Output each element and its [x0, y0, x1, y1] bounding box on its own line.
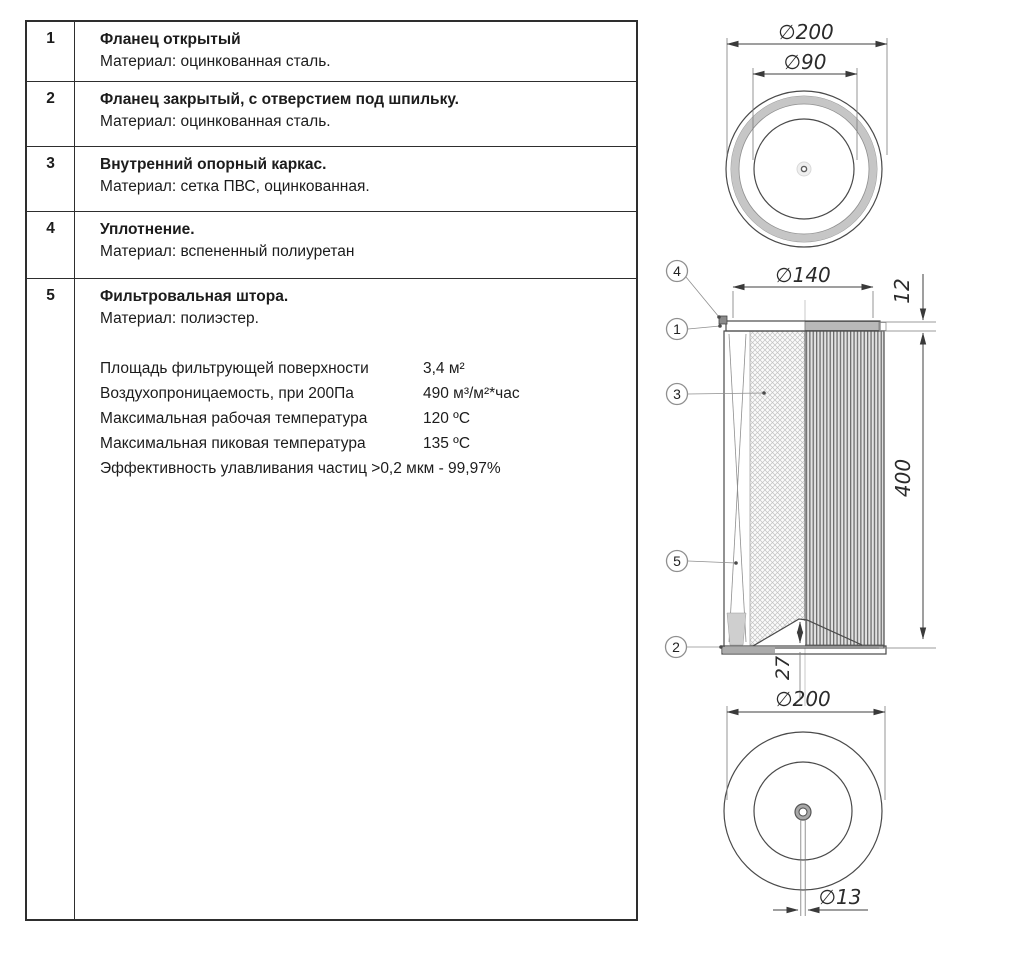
dim-label-height: 400	[891, 458, 915, 498]
top-flange	[719, 316, 886, 331]
dim-label-flange-height: 12	[890, 278, 914, 304]
dim-label-flange: ∅140	[775, 263, 831, 287]
part-material: Материал: полиэстер.	[100, 310, 259, 327]
dim-height	[879, 333, 936, 648]
side-view	[666, 261, 937, 707]
part-material: Материал: вспененный полиуретан	[100, 243, 355, 260]
bottom-view	[724, 687, 885, 916]
dim-label-bottom-outer: ∅200	[775, 687, 831, 711]
part-material: Материал: сетка ПВС, оцинкованная.	[100, 178, 370, 195]
dim-label-top-inner: ∅90	[783, 50, 827, 74]
svg-text:1: 1	[673, 321, 681, 337]
spec-value: 3,4 м²	[423, 360, 465, 377]
spec-value: 120 ºС	[423, 410, 471, 427]
spec-label: Максимальная рабочая температура	[100, 410, 368, 427]
dim-label-stud-hole: ∅13	[818, 885, 862, 909]
top-view	[726, 20, 887, 247]
part-title: Фланец закрытый, с отверстием под шпильку.	[100, 91, 459, 108]
spec-label: Максимальная пиковая температура	[100, 435, 366, 452]
spec-label: Площадь фильтрующей поверхности	[100, 360, 369, 377]
dim-bottom-outer	[727, 687, 885, 800]
balloon-4	[667, 261, 721, 319]
svg-text:4: 4	[673, 263, 681, 279]
row-number: 1	[27, 22, 75, 81]
balloon-1	[667, 319, 722, 340]
part-material: Материал: оцинкованная сталь.	[100, 113, 331, 130]
part-title: Уплотнение.	[100, 221, 195, 238]
spec-value: 490 м³/м²*час	[423, 385, 520, 402]
svg-text:2: 2	[672, 639, 680, 655]
balloon-2	[666, 637, 723, 658]
svg-text:3: 3	[673, 386, 681, 402]
row-number: 5	[27, 279, 75, 919]
row-number: 4	[27, 212, 75, 278]
support-mesh-region	[750, 331, 805, 645]
dim-flange-height	[879, 274, 936, 331]
spec-label: Эффективность улавливания частиц >0,2 мкм - 99,97%	[100, 460, 501, 477]
part-material: Материал: оцинкованная сталь.	[100, 53, 331, 70]
row-number: 3	[27, 147, 75, 211]
spec-value: 135 ºС	[423, 435, 471, 452]
pleated-media-region	[805, 331, 884, 645]
dim-label-top-outer: ∅200	[778, 20, 834, 44]
part-title: Внутренний опорный каркас.	[100, 156, 327, 173]
dim-label-cone-height: 27	[772, 655, 794, 681]
spec-label: Воздухопроницаемость, при 200Па	[100, 385, 354, 402]
row-number: 2	[27, 82, 75, 146]
svg-text:5: 5	[673, 553, 681, 569]
dim-flange	[733, 263, 873, 318]
part-title: Фильтровальная штора.	[100, 288, 289, 305]
part-title: Фланец открытый	[100, 31, 241, 48]
